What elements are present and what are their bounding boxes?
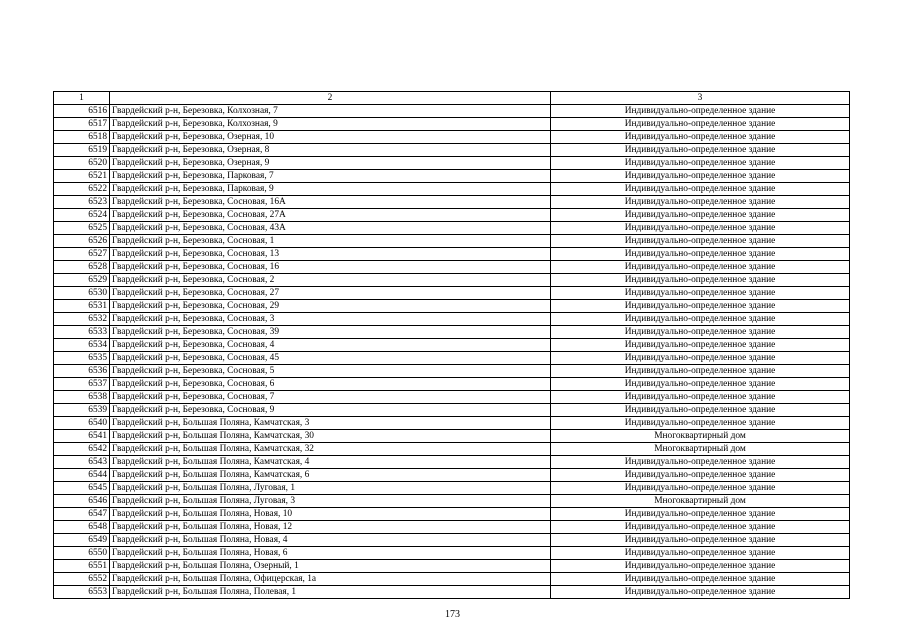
table-row xyxy=(54,235,850,248)
row-number: 6552 xyxy=(54,573,110,586)
row-address: Гвардейский р-н, Березовка, Сосновая, 16 xyxy=(110,261,551,274)
row-number: 6536 xyxy=(54,365,110,378)
row-object-type: Индивидуально-определенное здание xyxy=(551,287,850,300)
row-number: 6516 xyxy=(54,105,110,118)
table-row xyxy=(54,105,850,118)
row-object-type: Индивидуально-определенное здание xyxy=(551,170,850,183)
row-number: 6542 xyxy=(54,443,110,456)
row-address: Гвардейский р-н, Березовка, Сосновая, 2 xyxy=(110,274,551,287)
row-number: 6543 xyxy=(54,456,110,469)
row-address: Гвардейский р-н, Большая Поляна, Камчатская, 4 xyxy=(110,456,551,469)
table-row xyxy=(54,313,850,326)
register-table xyxy=(53,91,850,599)
row-object-type: Индивидуально-определенное здание xyxy=(551,547,850,560)
row-object-type: Индивидуально-определенное здание xyxy=(551,560,850,573)
table-row xyxy=(54,560,850,573)
row-address: Гвардейский р-н, Березовка, Сосновая, 9 xyxy=(110,404,551,417)
table-row xyxy=(54,404,850,417)
row-address: Гвардейский р-н, Большая Поляна, Камчатская, 30 xyxy=(110,430,551,443)
row-address: Гвардейский р-н, Березовка, Парковая, 9 xyxy=(110,183,551,196)
row-address: Гвардейский р-н, Березовка, Сосновая, 27 xyxy=(110,287,551,300)
table-row xyxy=(54,469,850,482)
table-row xyxy=(54,378,850,391)
row-object-type: Многоквартирный дом xyxy=(551,443,850,456)
row-number: 6550 xyxy=(54,547,110,560)
row-number: 6551 xyxy=(54,560,110,573)
row-number: 6538 xyxy=(54,391,110,404)
row-number: 6527 xyxy=(54,248,110,261)
row-object-type: Индивидуально-определенное здание xyxy=(551,196,850,209)
table-row xyxy=(54,417,850,430)
table-row xyxy=(54,573,850,586)
row-object-type: Индивидуально-определенное здание xyxy=(551,339,850,352)
row-object-type: Индивидуально-определенное здание xyxy=(551,456,850,469)
row-object-type: Индивидуально-определенное здание xyxy=(551,144,850,157)
row-address: Гвардейский р-н, Березовка, Озерная, 10 xyxy=(110,131,551,144)
row-number: 6518 xyxy=(54,131,110,144)
row-object-type: Индивидуально-определенное здание xyxy=(551,417,850,430)
row-address: Гвардейский р-н, Большая Поляна, Полевая, 1 xyxy=(110,586,551,599)
row-address: Гвардейский р-н, Большая Поляна, Новая, 10 xyxy=(110,508,551,521)
table-row xyxy=(54,157,850,170)
row-address: Гвардейский р-н, Большая Поляна, Новая, 6 xyxy=(110,547,551,560)
table-row xyxy=(54,443,850,456)
row-object-type: Индивидуально-определенное здание xyxy=(551,482,850,495)
row-object-type: Индивидуально-определенное здание xyxy=(551,313,850,326)
row-number: 6535 xyxy=(54,352,110,365)
row-address: Гвардейский р-н, Большая Поляна, Новая, 12 xyxy=(110,521,551,534)
row-object-type: Индивидуально-определенное здание xyxy=(551,274,850,287)
row-number: 6521 xyxy=(54,170,110,183)
row-number: 6549 xyxy=(54,534,110,547)
table-row xyxy=(54,144,850,157)
table-row xyxy=(54,196,850,209)
row-object-type: Индивидуально-определенное здание xyxy=(551,508,850,521)
row-object-type: Индивидуально-определенное здание xyxy=(551,391,850,404)
column-header-2: 2 xyxy=(110,92,551,105)
row-object-type: Индивидуально-определенное здание xyxy=(551,404,850,417)
row-object-type: Многоквартирный дом xyxy=(551,430,850,443)
column-header-3: 3 xyxy=(551,92,850,105)
table-row xyxy=(54,547,850,560)
row-address: Гвардейский р-н, Березовка, Сосновая, 16А xyxy=(110,196,551,209)
table-row xyxy=(54,222,850,235)
row-address: Гвардейский р-н, Березовка, Сосновая, 29 xyxy=(110,300,551,313)
table-row xyxy=(54,261,850,274)
row-number: 6524 xyxy=(54,209,110,222)
row-number: 6540 xyxy=(54,417,110,430)
table-row xyxy=(54,482,850,495)
row-object-type: Индивидуально-определенное здание xyxy=(551,300,850,313)
table-row xyxy=(54,287,850,300)
row-number: 6531 xyxy=(54,300,110,313)
table-row xyxy=(54,248,850,261)
row-address: Гвардейский р-н, Березовка, Сосновая, 43А xyxy=(110,222,551,235)
row-address: Гвардейский р-н, Большая Поляна, Камчатская, 32 xyxy=(110,443,551,456)
row-number: 6545 xyxy=(54,482,110,495)
row-number: 6539 xyxy=(54,404,110,417)
table-row xyxy=(54,274,850,287)
row-object-type: Индивидуально-определенное здание xyxy=(551,222,850,235)
row-number: 6553 xyxy=(54,586,110,599)
table-body xyxy=(54,105,850,599)
row-address: Гвардейский р-н, Большая Поляна, Озерный, 1 xyxy=(110,560,551,573)
table-row xyxy=(54,183,850,196)
row-address: Гвардейский р-н, Большая Поляна, Камчатская, 3 xyxy=(110,417,551,430)
row-object-type: Индивидуально-определенное здание xyxy=(551,235,850,248)
row-number: 6517 xyxy=(54,118,110,131)
row-address: Гвардейский р-н, Березовка, Сосновая, 27А xyxy=(110,209,551,222)
row-number: 6525 xyxy=(54,222,110,235)
row-address: Гвардейский р-н, Большая Поляна, Офицерская, 1а xyxy=(110,573,551,586)
row-number: 6523 xyxy=(54,196,110,209)
row-address: Гвардейский р-н, Березовка, Сосновая, 4 xyxy=(110,339,551,352)
row-address: Гвардейский р-н, Березовка, Колхозная, 9 xyxy=(110,118,551,131)
row-address: Гвардейский р-н, Березовка, Озерная, 9 xyxy=(110,157,551,170)
row-number: 6526 xyxy=(54,235,110,248)
row-object-type: Индивидуально-определенное здание xyxy=(551,183,850,196)
row-object-type: Индивидуально-определенное здание xyxy=(551,573,850,586)
row-object-type: Индивидуально-определенное здание xyxy=(551,209,850,222)
row-address: Гвардейский р-н, Большая Поляна, Камчатская, 6 xyxy=(110,469,551,482)
row-number: 6532 xyxy=(54,313,110,326)
row-address: Гвардейский р-н, Березовка, Сосновая, 13 xyxy=(110,248,551,261)
table-row xyxy=(54,521,850,534)
row-address: Гвардейский р-н, Березовка, Сосновая, 45 xyxy=(110,352,551,365)
row-number: 6547 xyxy=(54,508,110,521)
row-address: Гвардейский р-н, Большая Поляна, Новая, 4 xyxy=(110,534,551,547)
row-object-type: Индивидуально-определенное здание xyxy=(551,118,850,131)
row-object-type: Индивидуально-определенное здание xyxy=(551,469,850,482)
page-number: 173 xyxy=(445,609,460,620)
row-address: Гвардейский р-н, Березовка, Сосновая, 39 xyxy=(110,326,551,339)
table-row xyxy=(54,170,850,183)
row-address: Гвардейский р-н, Березовка, Сосновая, 6 xyxy=(110,378,551,391)
row-object-type: Индивидуально-определенное здание xyxy=(551,352,850,365)
table-row xyxy=(54,118,850,131)
row-object-type: Индивидуально-определенное здание xyxy=(551,248,850,261)
table-row xyxy=(54,131,850,144)
row-object-type: Индивидуально-определенное здание xyxy=(551,157,850,170)
row-address: Гвардейский р-н, Большая Поляна, Луговая, 3 xyxy=(110,495,551,508)
table-row xyxy=(54,365,850,378)
row-number: 6546 xyxy=(54,495,110,508)
header-row xyxy=(54,92,850,105)
table-row xyxy=(54,352,850,365)
row-address: Гвардейский р-н, Березовка, Озерная, 8 xyxy=(110,144,551,157)
row-address: Гвардейский р-н, Березовка, Сосновая, 1 xyxy=(110,235,551,248)
row-number: 6520 xyxy=(54,157,110,170)
table-row xyxy=(54,508,850,521)
row-number: 6528 xyxy=(54,261,110,274)
row-number: 6529 xyxy=(54,274,110,287)
row-object-type: Индивидуально-определенное здание xyxy=(551,261,850,274)
table-row xyxy=(54,534,850,547)
row-number: 6533 xyxy=(54,326,110,339)
row-address: Гвардейский р-н, Березовка, Сосновая, 5 xyxy=(110,365,551,378)
row-object-type: Индивидуально-определенное здание xyxy=(551,378,850,391)
row-address: Гвардейский р-н, Березовка, Сосновая, 3 xyxy=(110,313,551,326)
table-row xyxy=(54,339,850,352)
table-row xyxy=(54,391,850,404)
row-number: 6522 xyxy=(54,183,110,196)
row-object-type: Индивидуально-определенное здание xyxy=(551,105,850,118)
row-object-type: Индивидуально-определенное здание xyxy=(551,586,850,599)
row-object-type: Индивидуально-определенное здание xyxy=(551,521,850,534)
row-number: 6548 xyxy=(54,521,110,534)
row-object-type: Индивидуально-определенное здание xyxy=(551,326,850,339)
table-row xyxy=(54,209,850,222)
row-object-type: Индивидуально-определенное здание xyxy=(551,534,850,547)
row-number: 6530 xyxy=(54,287,110,300)
row-address: Гвардейский р-н, Березовка, Колхозная, 7 xyxy=(110,105,551,118)
table-row xyxy=(54,326,850,339)
row-number: 6544 xyxy=(54,469,110,482)
row-address: Гвардейский р-н, Березовка, Парковая, 7 xyxy=(110,170,551,183)
row-object-type: Индивидуально-определенное здание xyxy=(551,365,850,378)
row-address: Гвардейский р-н, Березовка, Сосновая, 7 xyxy=(110,391,551,404)
row-number: 6534 xyxy=(54,339,110,352)
row-number: 6519 xyxy=(54,144,110,157)
table-row xyxy=(54,456,850,469)
row-object-type: Многоквартирный дом xyxy=(551,495,850,508)
table-row xyxy=(54,586,850,599)
row-number: 6541 xyxy=(54,430,110,443)
table-row xyxy=(54,495,850,508)
row-object-type: Индивидуально-определенное здание xyxy=(551,131,850,144)
table-row xyxy=(54,430,850,443)
column-header-1: 1 xyxy=(54,92,110,105)
row-number: 6537 xyxy=(54,378,110,391)
table-row xyxy=(54,300,850,313)
row-address: Гвардейский р-н, Большая Поляна, Луговая, 1 xyxy=(110,482,551,495)
